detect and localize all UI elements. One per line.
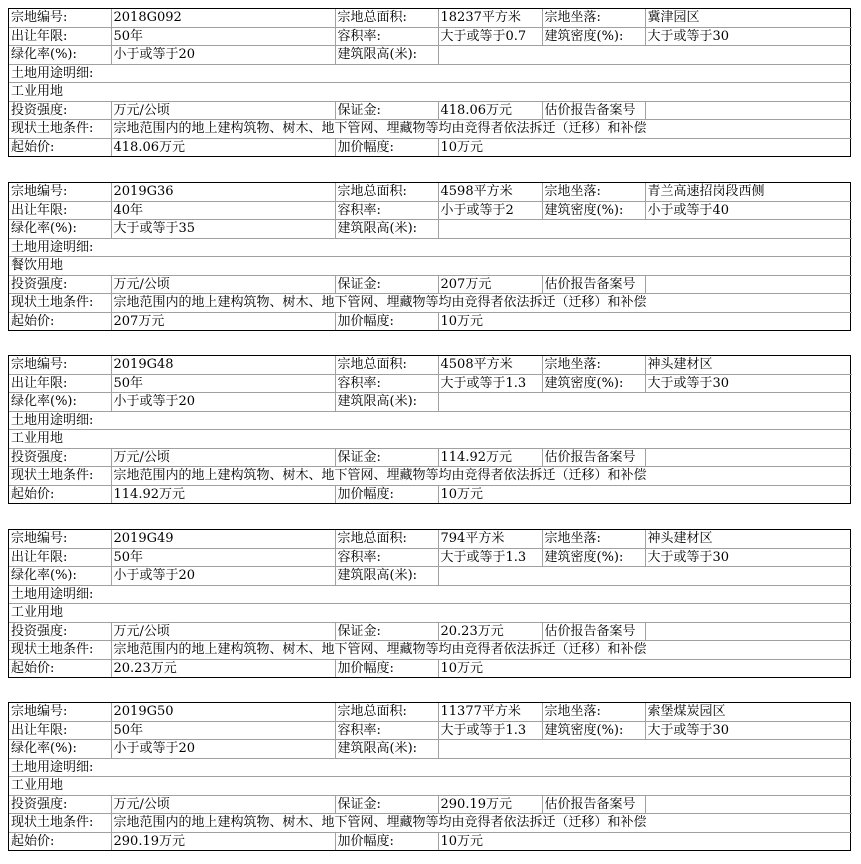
- table-row: [9, 604, 852, 623]
- parcel-no-label: 宗地编号:: [9, 703, 111, 721]
- table-row: [9, 83, 852, 102]
- land-use-value: 工业用地: [9, 777, 852, 796]
- parcel-no-value: 2019G50: [111, 703, 335, 721]
- height-limit-label: 建筑限高(米):: [335, 220, 438, 239]
- parcel-table: [8, 355, 851, 504]
- bid-increment-label: 加价幅度:: [335, 138, 438, 156]
- land-use-value: 工业用地: [9, 83, 852, 102]
- parcel-no-value: 2019G36: [111, 183, 335, 201]
- current-condition-value: 宗地范围内的地上建构筑物、树木、地下管网、埋藏物等均由竞得者依法拆迁（迁移）和补偿: [111, 294, 852, 313]
- total-area-label: 宗地总面积:: [335, 530, 438, 548]
- term-value: 50年: [111, 548, 335, 567]
- location-label: 宗地坐落:: [542, 530, 645, 548]
- term-value: 50年: [111, 374, 335, 393]
- table-row: [9, 622, 852, 641]
- appraisal-record-value: [645, 622, 852, 641]
- total-area-value: 794平方米: [438, 530, 542, 548]
- location-value: 青兰高速招岗段西侧: [645, 183, 852, 201]
- table-row: [9, 641, 852, 660]
- table-row: [9, 46, 852, 65]
- current-condition-label: 现状土地条件:: [9, 467, 111, 486]
- table-row: [9, 777, 852, 796]
- plot-ratio-value: 大于或等于0.7: [438, 27, 542, 46]
- bid-increment-value: 10万元: [438, 485, 852, 503]
- deposit-label: 保证金:: [335, 275, 438, 294]
- parcel-table: [8, 182, 851, 331]
- plot-ratio-value: 大于或等于1.3: [438, 374, 542, 393]
- current-condition-value: 宗地范围内的地上建构筑物、树木、地下管网、埋藏物等均由竞得者依法拆迁（迁移）和补偿: [111, 467, 852, 486]
- starting-price-value: 207万元: [111, 312, 335, 330]
- land-use-detail-label: 土地用途明细:: [9, 238, 852, 257]
- height-limit-value: [438, 220, 852, 239]
- location-value: 索堡煤炭园区: [645, 703, 852, 721]
- term-value: 50年: [111, 721, 335, 740]
- deposit-value: 418.06万元: [438, 101, 542, 120]
- green-ratio-label: 绿化率(%):: [9, 46, 111, 65]
- table-row: [9, 448, 852, 467]
- parcel-no-value: 2019G48: [111, 356, 335, 374]
- table-row: [9, 585, 852, 604]
- table-row: [9, 356, 852, 374]
- parcel-no-label: 宗地编号:: [9, 183, 111, 201]
- investment-intensity-label: 投资强度:: [9, 275, 111, 294]
- land-use-detail-label: 土地用途明细:: [9, 64, 852, 83]
- total-area-value: 4598平方米: [438, 183, 542, 201]
- investment-intensity-label: 投资强度:: [9, 622, 111, 641]
- green-ratio-label: 绿化率(%):: [9, 567, 111, 586]
- deposit-label: 保证金:: [335, 795, 438, 814]
- bid-increment-label: 加价幅度:: [335, 832, 438, 850]
- current-condition-label: 现状土地条件:: [9, 814, 111, 833]
- investment-intensity-label: 投资强度:: [9, 448, 111, 467]
- investment-intensity-value: 万元/公顷: [111, 101, 335, 120]
- appraisal-record-value: [645, 275, 852, 294]
- appraisal-record-label: 估价报告备案号: [542, 448, 645, 467]
- table-row: [9, 721, 852, 740]
- height-limit-value: [438, 393, 852, 412]
- building-density-label: 建筑密度(%):: [542, 374, 645, 393]
- building-density-label: 建筑密度(%):: [542, 548, 645, 567]
- building-density-value: 大于或等于30: [645, 548, 852, 567]
- height-limit-label: 建筑限高(米):: [335, 740, 438, 759]
- table-row: [9, 27, 852, 46]
- building-density-value: 大于或等于30: [645, 27, 852, 46]
- deposit-label: 保证金:: [335, 448, 438, 467]
- starting-price-label: 起始价:: [9, 312, 111, 330]
- plot-ratio-label: 容积率:: [335, 548, 438, 567]
- plot-ratio-label: 容积率:: [335, 374, 438, 393]
- land-use-detail-label: 土地用途明细:: [9, 758, 852, 777]
- height-limit-label: 建筑限高(米):: [335, 567, 438, 586]
- investment-intensity-value: 万元/公顷: [111, 448, 335, 467]
- table-row: [9, 758, 852, 777]
- table-row: [9, 548, 852, 567]
- table-row: [9, 201, 852, 220]
- deposit-value: 290.19万元: [438, 795, 542, 814]
- table-row: [9, 101, 852, 120]
- table-row: [9, 530, 852, 548]
- investment-intensity-label: 投资强度:: [9, 795, 111, 814]
- term-label: 出让年限:: [9, 27, 111, 46]
- location-label: 宗地坐落:: [542, 703, 645, 721]
- term-label: 出让年限:: [9, 374, 111, 393]
- table-row: [9, 814, 852, 833]
- height-limit-value: [438, 46, 852, 65]
- current-condition-value: 宗地范围内的地上建构筑物、树木、地下管网、埋藏物等均由竞得者依法拆迁（迁移）和补偿: [111, 641, 852, 660]
- starting-price-label: 起始价:: [9, 659, 111, 677]
- deposit-label: 保证金:: [335, 101, 438, 120]
- starting-price-label: 起始价:: [9, 485, 111, 503]
- height-limit-label: 建筑限高(米):: [335, 393, 438, 412]
- term-value: 40年: [111, 201, 335, 220]
- table-row: [9, 138, 852, 156]
- bid-increment-label: 加价幅度:: [335, 659, 438, 677]
- building-density-label: 建筑密度(%):: [542, 721, 645, 740]
- appraisal-record-label: 估价报告备案号: [542, 795, 645, 814]
- total-area-label: 宗地总面积:: [335, 356, 438, 374]
- table-row: [9, 374, 852, 393]
- term-label: 出让年限:: [9, 548, 111, 567]
- land-use-detail-label: 土地用途明细:: [9, 411, 852, 430]
- table-row: [9, 411, 852, 430]
- appraisal-record-value: [645, 795, 852, 814]
- land-use-value: 餐饮用地: [9, 257, 852, 276]
- current-condition-label: 现状土地条件:: [9, 120, 111, 139]
- investment-intensity-label: 投资强度:: [9, 101, 111, 120]
- location-value: 冀津园区: [645, 9, 852, 27]
- green-ratio-label: 绿化率(%):: [9, 220, 111, 239]
- table-row: [9, 393, 852, 412]
- parcel-no-label: 宗地编号:: [9, 9, 111, 27]
- plot-ratio-value: 大于或等于1.3: [438, 721, 542, 740]
- building-density-value: 大于或等于30: [645, 374, 852, 393]
- plot-ratio-label: 容积率:: [335, 721, 438, 740]
- table-row: [9, 220, 852, 239]
- current-condition-label: 现状土地条件:: [9, 641, 111, 660]
- parcel-no-value: 2019G49: [111, 530, 335, 548]
- bid-increment-value: 10万元: [438, 312, 852, 330]
- table-row: [9, 832, 852, 850]
- current-condition-value: 宗地范围内的地上建构筑物、树木、地下管网、埋藏物等均由竞得者依法拆迁（迁移）和补偿: [111, 814, 852, 833]
- appraisal-record-label: 估价报告备案号: [542, 275, 645, 294]
- table-row: [9, 659, 852, 677]
- parcel-no-label: 宗地编号:: [9, 356, 111, 374]
- total-area-value: 11377平方米: [438, 703, 542, 721]
- table-row: [9, 430, 852, 449]
- total-area-value: 18237平方米: [438, 9, 542, 27]
- green-ratio-value: 小于或等于20: [111, 46, 335, 65]
- land-use-value: 工业用地: [9, 604, 852, 623]
- table-row: [9, 275, 852, 294]
- investment-intensity-value: 万元/公顷: [111, 622, 335, 641]
- bid-increment-value: 10万元: [438, 138, 852, 156]
- term-label: 出让年限:: [9, 721, 111, 740]
- appraisal-record-label: 估价报告备案号: [542, 101, 645, 120]
- green-ratio-value: 大于或等于35: [111, 220, 335, 239]
- table-row: [9, 703, 852, 721]
- building-density-label: 建筑密度(%):: [542, 201, 645, 220]
- starting-price-value: 114.92万元: [111, 485, 335, 503]
- green-ratio-label: 绿化率(%):: [9, 740, 111, 759]
- appraisal-record-label: 估价报告备案号: [542, 622, 645, 641]
- table-row: [9, 485, 852, 503]
- investment-intensity-value: 万元/公顷: [111, 275, 335, 294]
- plot-ratio-value: 大于或等于1.3: [438, 548, 542, 567]
- table-row: [9, 312, 852, 330]
- building-density-value: 小于或等于40: [645, 201, 852, 220]
- table-row: [9, 257, 852, 276]
- current-condition-value: 宗地范围内的地上建构筑物、树木、地下管网、埋藏物等均由竞得者依法拆迁（迁移）和补偿: [111, 120, 852, 139]
- deposit-value: 207万元: [438, 275, 542, 294]
- green-ratio-value: 小于或等于20: [111, 740, 335, 759]
- term-label: 出让年限:: [9, 201, 111, 220]
- bid-increment-value: 10万元: [438, 832, 852, 850]
- starting-price-label: 起始价:: [9, 138, 111, 156]
- building-density-value: 大于或等于30: [645, 721, 852, 740]
- table-row: [9, 183, 852, 201]
- height-limit-label: 建筑限高(米):: [335, 46, 438, 65]
- deposit-value: 114.92万元: [438, 448, 542, 467]
- bid-increment-label: 加价幅度:: [335, 485, 438, 503]
- location-value: 神头建材区: [645, 356, 852, 374]
- plot-ratio-value: 小于或等于2: [438, 201, 542, 220]
- height-limit-value: [438, 740, 852, 759]
- table-row: [9, 64, 852, 83]
- green-ratio-value: 小于或等于20: [111, 393, 335, 412]
- location-label: 宗地坐落:: [542, 183, 645, 201]
- appraisal-record-value: [645, 101, 852, 120]
- parcel-table: [8, 529, 851, 678]
- green-ratio-value: 小于或等于20: [111, 567, 335, 586]
- starting-price-label: 起始价:: [9, 832, 111, 850]
- location-label: 宗地坐落:: [542, 356, 645, 374]
- land-use-detail-label: 土地用途明细:: [9, 585, 852, 604]
- bid-increment-value: 10万元: [438, 659, 852, 677]
- table-row: [9, 120, 852, 139]
- height-limit-value: [438, 567, 852, 586]
- parcel-no-label: 宗地编号:: [9, 530, 111, 548]
- parcel-table: [8, 8, 851, 157]
- term-value: 50年: [111, 27, 335, 46]
- deposit-label: 保证金:: [335, 622, 438, 641]
- investment-intensity-value: 万元/公顷: [111, 795, 335, 814]
- table-row: [9, 294, 852, 313]
- total-area-label: 宗地总面积:: [335, 9, 438, 27]
- plot-ratio-label: 容积率:: [335, 201, 438, 220]
- location-value: 神头建材区: [645, 530, 852, 548]
- starting-price-value: 20.23万元: [111, 659, 335, 677]
- parcel-no-value: 2018G092: [111, 9, 335, 27]
- deposit-value: 20.23万元: [438, 622, 542, 641]
- starting-price-value: 290.19万元: [111, 832, 335, 850]
- appraisal-record-value: [645, 448, 852, 467]
- starting-price-value: 418.06万元: [111, 138, 335, 156]
- green-ratio-label: 绿化率(%):: [9, 393, 111, 412]
- table-row: [9, 740, 852, 759]
- land-use-value: 工业用地: [9, 430, 852, 449]
- bid-increment-label: 加价幅度:: [335, 312, 438, 330]
- location-label: 宗地坐落:: [542, 9, 645, 27]
- total-area-label: 宗地总面积:: [335, 703, 438, 721]
- plot-ratio-label: 容积率:: [335, 27, 438, 46]
- total-area-value: 4508平方米: [438, 356, 542, 374]
- current-condition-label: 现状土地条件:: [9, 294, 111, 313]
- table-row: [9, 567, 852, 586]
- building-density-label: 建筑密度(%):: [542, 27, 645, 46]
- total-area-label: 宗地总面积:: [335, 183, 438, 201]
- table-row: [9, 9, 852, 27]
- table-row: [9, 467, 852, 486]
- table-row: [9, 795, 852, 814]
- table-row: [9, 238, 852, 257]
- parcel-table: [8, 702, 851, 851]
